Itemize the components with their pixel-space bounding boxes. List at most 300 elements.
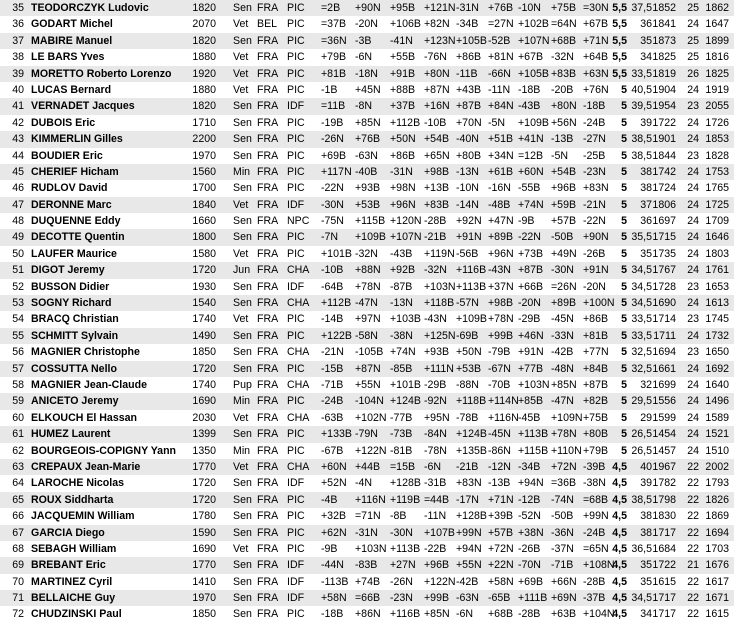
round-1-result-cell: -75N: [321, 215, 344, 228]
round-3-result-cell: +120N: [390, 215, 422, 228]
round-4-result-cell: -10B: [424, 116, 447, 129]
performance-cell: 1589: [705, 411, 729, 424]
rank-cell: 47: [12, 198, 24, 211]
tiebreak-2-cell: 1599: [652, 411, 676, 424]
elo-cell: 1350: [192, 444, 216, 457]
round-1-result-cell: =36N: [321, 34, 347, 47]
federation-cell: FRA: [257, 608, 279, 621]
tiebreak-1-cell: 33,5: [631, 313, 652, 326]
round-9-result-cell: -18B: [583, 100, 606, 113]
round-5-result-cell: -88N: [456, 378, 479, 391]
round-4-result-cell: -6N: [424, 460, 442, 473]
tiebreak-2-cell: 1873: [652, 34, 676, 47]
elo-cell: 1710: [192, 116, 216, 129]
table-row: [0, 180, 734, 196]
round-6-result-cell: -66N: [488, 67, 511, 80]
performance-cell: 1732: [705, 329, 729, 342]
tiebreak-2-cell: 1717: [652, 592, 676, 605]
rank-cell: 39: [12, 67, 24, 80]
points-cell: 4,5: [612, 608, 627, 621]
table-row: [0, 590, 734, 606]
table-row: [0, 148, 734, 164]
round-1-result-cell: -14B: [321, 313, 344, 326]
points-cell: 5: [621, 116, 627, 129]
round-1-result-cell: -64B: [321, 280, 344, 293]
points-cell: 5: [621, 231, 627, 244]
round-7-result-cell: +94N: [518, 477, 544, 490]
round-3-result-cell: -30N: [390, 526, 413, 539]
round-2-result-cell: +93B: [355, 182, 381, 195]
round-9-result-cell: +91N: [583, 264, 609, 277]
round-7-result-cell: -70N: [518, 559, 541, 572]
round-7-result-cell: +69B: [518, 575, 544, 588]
round-6-result-cell: -12N: [488, 460, 511, 473]
round-2-result-cell: +109B: [355, 231, 386, 244]
round-3-result-cell: +107N: [390, 231, 422, 244]
round-2-result-cell: +53B: [355, 198, 381, 211]
category-cell: Sen: [233, 215, 252, 228]
category-cell: Sen: [233, 329, 252, 342]
round-4-result-cell: +85N: [424, 608, 450, 621]
elo-cell: 1820: [192, 2, 216, 14]
round-2-result-cell: -83B: [355, 559, 378, 572]
round-4-result-cell: -29B: [424, 378, 447, 391]
performance-cell: 1761: [705, 264, 729, 277]
table-row: [0, 131, 734, 147]
points-cell: 4,5: [612, 542, 627, 555]
federation-cell: FRA: [257, 198, 279, 211]
tiebreak-1-cell: 29,5: [631, 395, 652, 408]
round-6-result-cell: +34N: [488, 149, 514, 162]
club-cell: PIC: [287, 133, 305, 146]
tiebreak-3-cell: 24: [687, 215, 699, 228]
player-name-cell: MAGNIER Christophe: [31, 346, 140, 359]
tiebreak-1-cell: 37,5: [631, 2, 652, 14]
round-7-result-cell: +87B: [518, 264, 544, 277]
rank-cell: 45: [12, 165, 24, 178]
round-5-result-cell: -40N: [456, 133, 479, 146]
tiebreak-2-cell: 1699: [652, 378, 676, 391]
table-row: [0, 229, 734, 245]
table-row: [0, 606, 734, 622]
performance-cell: 1703: [705, 542, 729, 555]
club-cell: CHA: [287, 264, 310, 277]
round-7-result-cell: -52N: [518, 510, 541, 523]
round-3-result-cell: -38N: [390, 329, 413, 342]
round-7-result-cell: +111B: [518, 592, 548, 605]
tiebreak-2-cell: 1728: [652, 280, 676, 293]
round-2-result-cell: -47N: [355, 297, 378, 310]
round-9-result-cell: -37B: [583, 592, 606, 605]
tiebreak-3-cell: 22: [687, 592, 699, 605]
round-7-result-cell: +46N: [518, 329, 544, 342]
performance-cell: 1826: [705, 493, 729, 506]
round-9-result-cell: -38N: [583, 477, 606, 490]
tiebreak-1-cell: 33,5: [631, 67, 652, 80]
category-cell: Vet: [233, 411, 249, 424]
round-2-result-cell: +76B: [355, 133, 381, 146]
category-cell: Sen: [233, 133, 252, 146]
round-2-result-cell: +87N: [355, 362, 381, 375]
round-2-result-cell: =71N: [355, 510, 381, 523]
round-6-result-cell: -16N: [488, 182, 511, 195]
round-8-result-cell: -50B: [551, 510, 574, 523]
tiebreak-2-cell: 1954: [652, 100, 676, 113]
player-name-cell: BUSSON Didier: [31, 280, 110, 293]
round-2-result-cell: -3B: [355, 34, 372, 47]
performance-cell: 1745: [705, 313, 729, 326]
elo-cell: 1540: [192, 297, 216, 310]
round-2-result-cell: +74B: [355, 575, 381, 588]
category-cell: Vet: [233, 542, 249, 555]
round-3-result-cell: +37B: [390, 100, 416, 113]
tiebreak-1-cell: 35: [640, 34, 652, 47]
round-8-result-cell: -20B: [551, 83, 574, 96]
round-7-result-cell: +107N: [518, 34, 550, 47]
round-3-result-cell: =15B: [390, 460, 416, 473]
federation-cell: FRA: [257, 346, 279, 359]
player-name-cell: CREPAUX Jean-Marie: [31, 460, 141, 473]
round-8-result-cell: +80N: [551, 100, 577, 113]
federation-cell: FRA: [257, 526, 279, 539]
round-8-result-cell: +78N: [551, 428, 577, 441]
table-row: [0, 410, 734, 426]
table-row: [0, 262, 734, 278]
round-5-result-cell: +80B: [456, 149, 482, 162]
tiebreak-2-cell: 1722: [652, 116, 676, 129]
round-8-result-cell: +69N: [551, 592, 577, 605]
club-cell: PIC: [287, 51, 305, 64]
round-6-result-cell: +76B: [488, 2, 514, 14]
rank-cell: 67: [12, 526, 24, 539]
tiebreak-2-cell: 1661: [652, 362, 676, 375]
tiebreak-3-cell: 24: [687, 83, 699, 96]
round-8-result-cell: +66N: [551, 575, 577, 588]
tiebreak-2-cell: 1457: [652, 444, 676, 457]
round-6-result-cell: +22N: [488, 559, 514, 572]
player-name-cell: HUMEZ Laurent: [31, 428, 111, 441]
round-5-result-cell: +53B: [456, 362, 482, 375]
rank-cell: 49: [12, 231, 24, 244]
player-name-cell: DIGOT Jeremy: [31, 264, 105, 277]
club-cell: PIC: [287, 329, 305, 342]
round-2-result-cell: -105B: [355, 346, 384, 359]
table-row: [0, 279, 734, 295]
round-6-result-cell: +96N: [488, 247, 514, 260]
round-7-result-cell: -45B: [518, 411, 541, 424]
round-9-result-cell: +108N: [583, 559, 615, 572]
tiebreak-1-cell: 36,5: [631, 542, 652, 555]
round-2-result-cell: +88N: [355, 264, 381, 277]
player-name-cell: BOUDIER Eric: [31, 149, 103, 162]
elo-cell: 1930: [192, 280, 216, 293]
round-7-result-cell: =12B: [518, 149, 544, 162]
club-cell: IDF: [287, 592, 305, 605]
round-5-result-cell: -31N: [456, 2, 479, 14]
round-3-result-cell: -85B: [390, 362, 413, 375]
tiebreak-2-cell: 1825: [652, 51, 676, 64]
round-1-result-cell: +122B: [321, 329, 352, 342]
federation-cell: FRA: [257, 477, 279, 490]
tiebreak-3-cell: 24: [687, 198, 699, 211]
club-cell: PIC: [287, 493, 305, 506]
round-5-result-cell: -17N: [456, 493, 479, 506]
elo-cell: 1770: [192, 460, 216, 473]
player-name-cell: BOURGEOIS-COPIGNY Yann: [31, 444, 177, 457]
round-7-result-cell: +60N: [518, 165, 544, 178]
round-4-result-cell: +98B: [424, 165, 450, 178]
round-4-result-cell: -28B: [424, 215, 447, 228]
elo-cell: 1850: [192, 346, 216, 359]
elo-cell: 1850: [192, 608, 216, 621]
round-5-result-cell: -42B: [456, 575, 479, 588]
points-cell: 4,5: [612, 526, 627, 539]
club-cell: PIC: [287, 526, 305, 539]
round-9-result-cell: +83N: [583, 182, 609, 195]
tiebreak-3-cell: 25: [687, 51, 699, 64]
round-8-result-cell: +63B: [551, 608, 577, 621]
round-2-result-cell: +90N: [355, 2, 381, 14]
player-name-cell: SCHMITT Sylvain: [31, 329, 119, 342]
elo-cell: 1970: [192, 149, 216, 162]
performance-cell: 1853: [705, 133, 729, 146]
player-name-cell: KIMMERLIN Gilles: [31, 133, 123, 146]
round-6-result-cell: =27N: [488, 18, 514, 31]
club-cell: PIC: [287, 395, 305, 408]
round-7-result-cell: -43B: [518, 100, 541, 113]
tiebreak-1-cell: 38: [640, 510, 652, 523]
table-row: [0, 541, 734, 557]
round-1-result-cell: -10B: [321, 264, 344, 277]
table-row: [0, 525, 734, 541]
elo-cell: 1970: [192, 592, 216, 605]
player-name-cell: LAROCHE Nicolas: [31, 477, 125, 490]
round-3-result-cell: -8B: [390, 510, 407, 523]
federation-cell: FRA: [257, 215, 279, 228]
round-2-result-cell: +86N: [355, 608, 381, 621]
round-4-result-cell: +54B: [424, 133, 450, 146]
player-name-cell: BELLAICHE Guy: [31, 592, 116, 605]
club-cell: PIC: [287, 247, 305, 260]
round-6-result-cell: +114N: [488, 395, 519, 408]
category-cell: Min: [233, 165, 251, 178]
elo-cell: 1800: [192, 231, 216, 244]
round-9-result-cell: -26B: [583, 247, 606, 260]
performance-cell: 1692: [705, 362, 729, 375]
round-5-result-cell: +116B: [456, 264, 487, 277]
tiebreak-1-cell: 34,5: [631, 280, 652, 293]
round-9-result-cell: -39B: [583, 460, 606, 473]
performance-cell: 1646: [705, 231, 729, 244]
round-8-result-cell: -48N: [551, 362, 574, 375]
table-row: [0, 49, 734, 65]
elo-cell: 1690: [192, 542, 216, 555]
rank-cell: 66: [12, 510, 24, 523]
tiebreak-1-cell: 38: [640, 182, 652, 195]
round-1-result-cell: -7N: [321, 231, 339, 244]
tiebreak-2-cell: 1798: [652, 493, 676, 506]
round-8-result-cell: -36N: [551, 526, 574, 539]
federation-cell: FRA: [257, 34, 279, 47]
tiebreak-2-cell: 1806: [652, 198, 676, 211]
table-row: [0, 508, 734, 524]
points-cell: 5,5: [612, 67, 627, 80]
round-8-result-cell: -42B: [551, 346, 574, 359]
table-row: [0, 295, 734, 311]
round-7-result-cell: +85B: [518, 395, 544, 408]
round-4-result-cell: +95N: [424, 411, 450, 424]
round-1-result-cell: -26N: [321, 133, 344, 146]
player-name-cell: BRACQ Christian: [31, 313, 119, 326]
club-cell: CHA: [287, 297, 310, 310]
round-4-result-cell: +125N: [424, 329, 456, 342]
round-7-result-cell: +105B: [518, 67, 549, 80]
player-name-cell: MABIRE Manuel: [31, 34, 113, 47]
federation-cell: FRA: [257, 362, 279, 375]
round-7-result-cell: -55B: [518, 182, 541, 195]
tiebreak-1-cell: 35: [640, 575, 652, 588]
points-cell: 4,5: [612, 510, 627, 523]
table-row: [0, 393, 734, 409]
round-3-result-cell: +113B: [390, 542, 421, 555]
round-3-result-cell: -87B: [390, 280, 413, 293]
round-4-result-cell: +16N: [424, 100, 450, 113]
points-cell: 5,5: [612, 18, 627, 31]
player-name-cell: DERONNE Marc: [31, 198, 112, 211]
tiebreak-1-cell: 38,5: [631, 493, 652, 506]
round-3-result-cell: +86B: [390, 149, 416, 162]
round-2-result-cell: +103N: [355, 542, 387, 555]
round-1-result-cell: -44N: [321, 559, 344, 572]
tiebreak-2-cell: 1694: [652, 346, 676, 359]
round-2-result-cell: =66B: [355, 592, 381, 605]
tiebreak-1-cell: 39: [640, 477, 652, 490]
round-2-result-cell: -31N: [355, 526, 378, 539]
category-cell: Vet: [233, 460, 249, 473]
round-7-result-cell: -9B: [518, 215, 535, 228]
elo-cell: 1399: [192, 428, 216, 441]
rank-cell: 72: [12, 608, 24, 621]
round-2-result-cell: -8N: [355, 100, 373, 113]
round-4-result-cell: +82N: [424, 18, 450, 31]
round-2-result-cell: -20N: [355, 18, 378, 31]
round-7-result-cell: -10N: [518, 2, 541, 14]
tiebreak-3-cell: 24: [687, 165, 699, 178]
category-cell: Sen: [233, 231, 252, 244]
tiebreak-3-cell: 26: [687, 67, 699, 80]
round-9-result-cell: +63N: [583, 67, 609, 80]
round-9-result-cell: -22N: [583, 215, 606, 228]
elo-cell: 1720: [192, 493, 216, 506]
performance-cell: 1653: [705, 280, 729, 293]
round-8-result-cell: +96B: [551, 182, 577, 195]
rank-cell: 46: [12, 182, 24, 195]
round-2-result-cell: -6N: [355, 51, 373, 64]
round-4-result-cell: +103N: [424, 280, 456, 293]
round-9-result-cell: +81B: [583, 329, 609, 342]
round-2-result-cell: -63N: [355, 149, 378, 162]
round-4-result-cell: +107B: [424, 526, 455, 539]
rank-cell: 60: [12, 411, 24, 424]
tiebreak-1-cell: 35: [640, 247, 652, 260]
round-1-result-cell: =37B: [321, 18, 347, 31]
round-4-result-cell: +96B: [424, 559, 450, 572]
rank-cell: 35: [12, 2, 24, 14]
rank-cell: 43: [12, 133, 24, 146]
round-8-result-cell: =36B: [551, 477, 577, 490]
round-1-result-cell: -9B: [321, 542, 338, 555]
category-cell: Pup: [233, 378, 252, 391]
round-8-result-cell: -50B: [551, 231, 574, 244]
tiebreak-2-cell: 1714: [652, 313, 676, 326]
category-cell: Vet: [233, 67, 249, 80]
round-4-result-cell: +123N: [424, 34, 456, 47]
round-7-result-cell: -26B: [518, 542, 541, 555]
club-cell: IDF: [287, 477, 305, 490]
table-row: [0, 426, 734, 442]
club-cell: PIC: [287, 428, 305, 441]
tiebreak-3-cell: 24: [687, 444, 699, 457]
round-3-result-cell: -26N: [390, 575, 413, 588]
elo-cell: 1820: [192, 100, 216, 113]
performance-cell: 1613: [705, 297, 729, 310]
round-9-result-cell: -20N: [583, 280, 606, 293]
table-row: [0, 459, 734, 475]
round-2-result-cell: +102N: [355, 411, 387, 424]
rank-cell: 62: [12, 444, 24, 457]
round-1-result-cell: -24B: [321, 395, 344, 408]
elo-cell: 1780: [192, 510, 216, 523]
table-row: [0, 311, 734, 327]
club-cell: CHA: [287, 378, 310, 391]
round-8-result-cell: +72N: [551, 460, 577, 473]
category-cell: Sen: [233, 297, 252, 310]
round-5-result-cell: -78B: [456, 411, 479, 424]
round-6-result-cell: +116N: [488, 411, 519, 424]
elo-cell: 1770: [192, 559, 216, 572]
tiebreak-2-cell: 1830: [652, 510, 676, 523]
category-cell: Sen: [233, 34, 252, 47]
round-3-result-cell: -23N: [390, 592, 413, 605]
round-9-result-cell: =65N: [583, 542, 609, 555]
round-3-result-cell: +92B: [390, 264, 416, 277]
federation-cell: FRA: [257, 329, 279, 342]
category-cell: Sen: [233, 575, 252, 588]
tiebreak-3-cell: 22: [687, 542, 699, 555]
rank-cell: 59: [12, 395, 24, 408]
tiebreak-1-cell: 39,5: [631, 100, 652, 113]
table-row: [0, 328, 734, 344]
points-cell: 5: [621, 297, 627, 310]
round-2-result-cell: +116N: [355, 493, 386, 506]
round-7-result-cell: +74N: [518, 198, 544, 211]
player-name-cell: DUQUENNE Eddy: [31, 215, 121, 228]
elo-cell: 1820: [192, 34, 216, 47]
round-5-result-cell: +87B: [456, 100, 482, 113]
round-1-result-cell: -113B: [321, 575, 349, 588]
performance-cell: 1869: [705, 510, 729, 523]
elo-cell: 1880: [192, 51, 216, 64]
elo-cell: 1880: [192, 83, 216, 96]
round-1-result-cell: +60N: [321, 460, 347, 473]
points-cell: 5: [621, 198, 627, 211]
round-3-result-cell: +91B: [390, 67, 416, 80]
performance-cell: 1694: [705, 526, 729, 539]
tiebreak-1-cell: 37: [640, 198, 652, 211]
round-4-result-cell: +87N: [424, 83, 450, 96]
round-4-result-cell: +111N: [424, 362, 454, 375]
round-5-result-cell: -57N: [456, 297, 479, 310]
